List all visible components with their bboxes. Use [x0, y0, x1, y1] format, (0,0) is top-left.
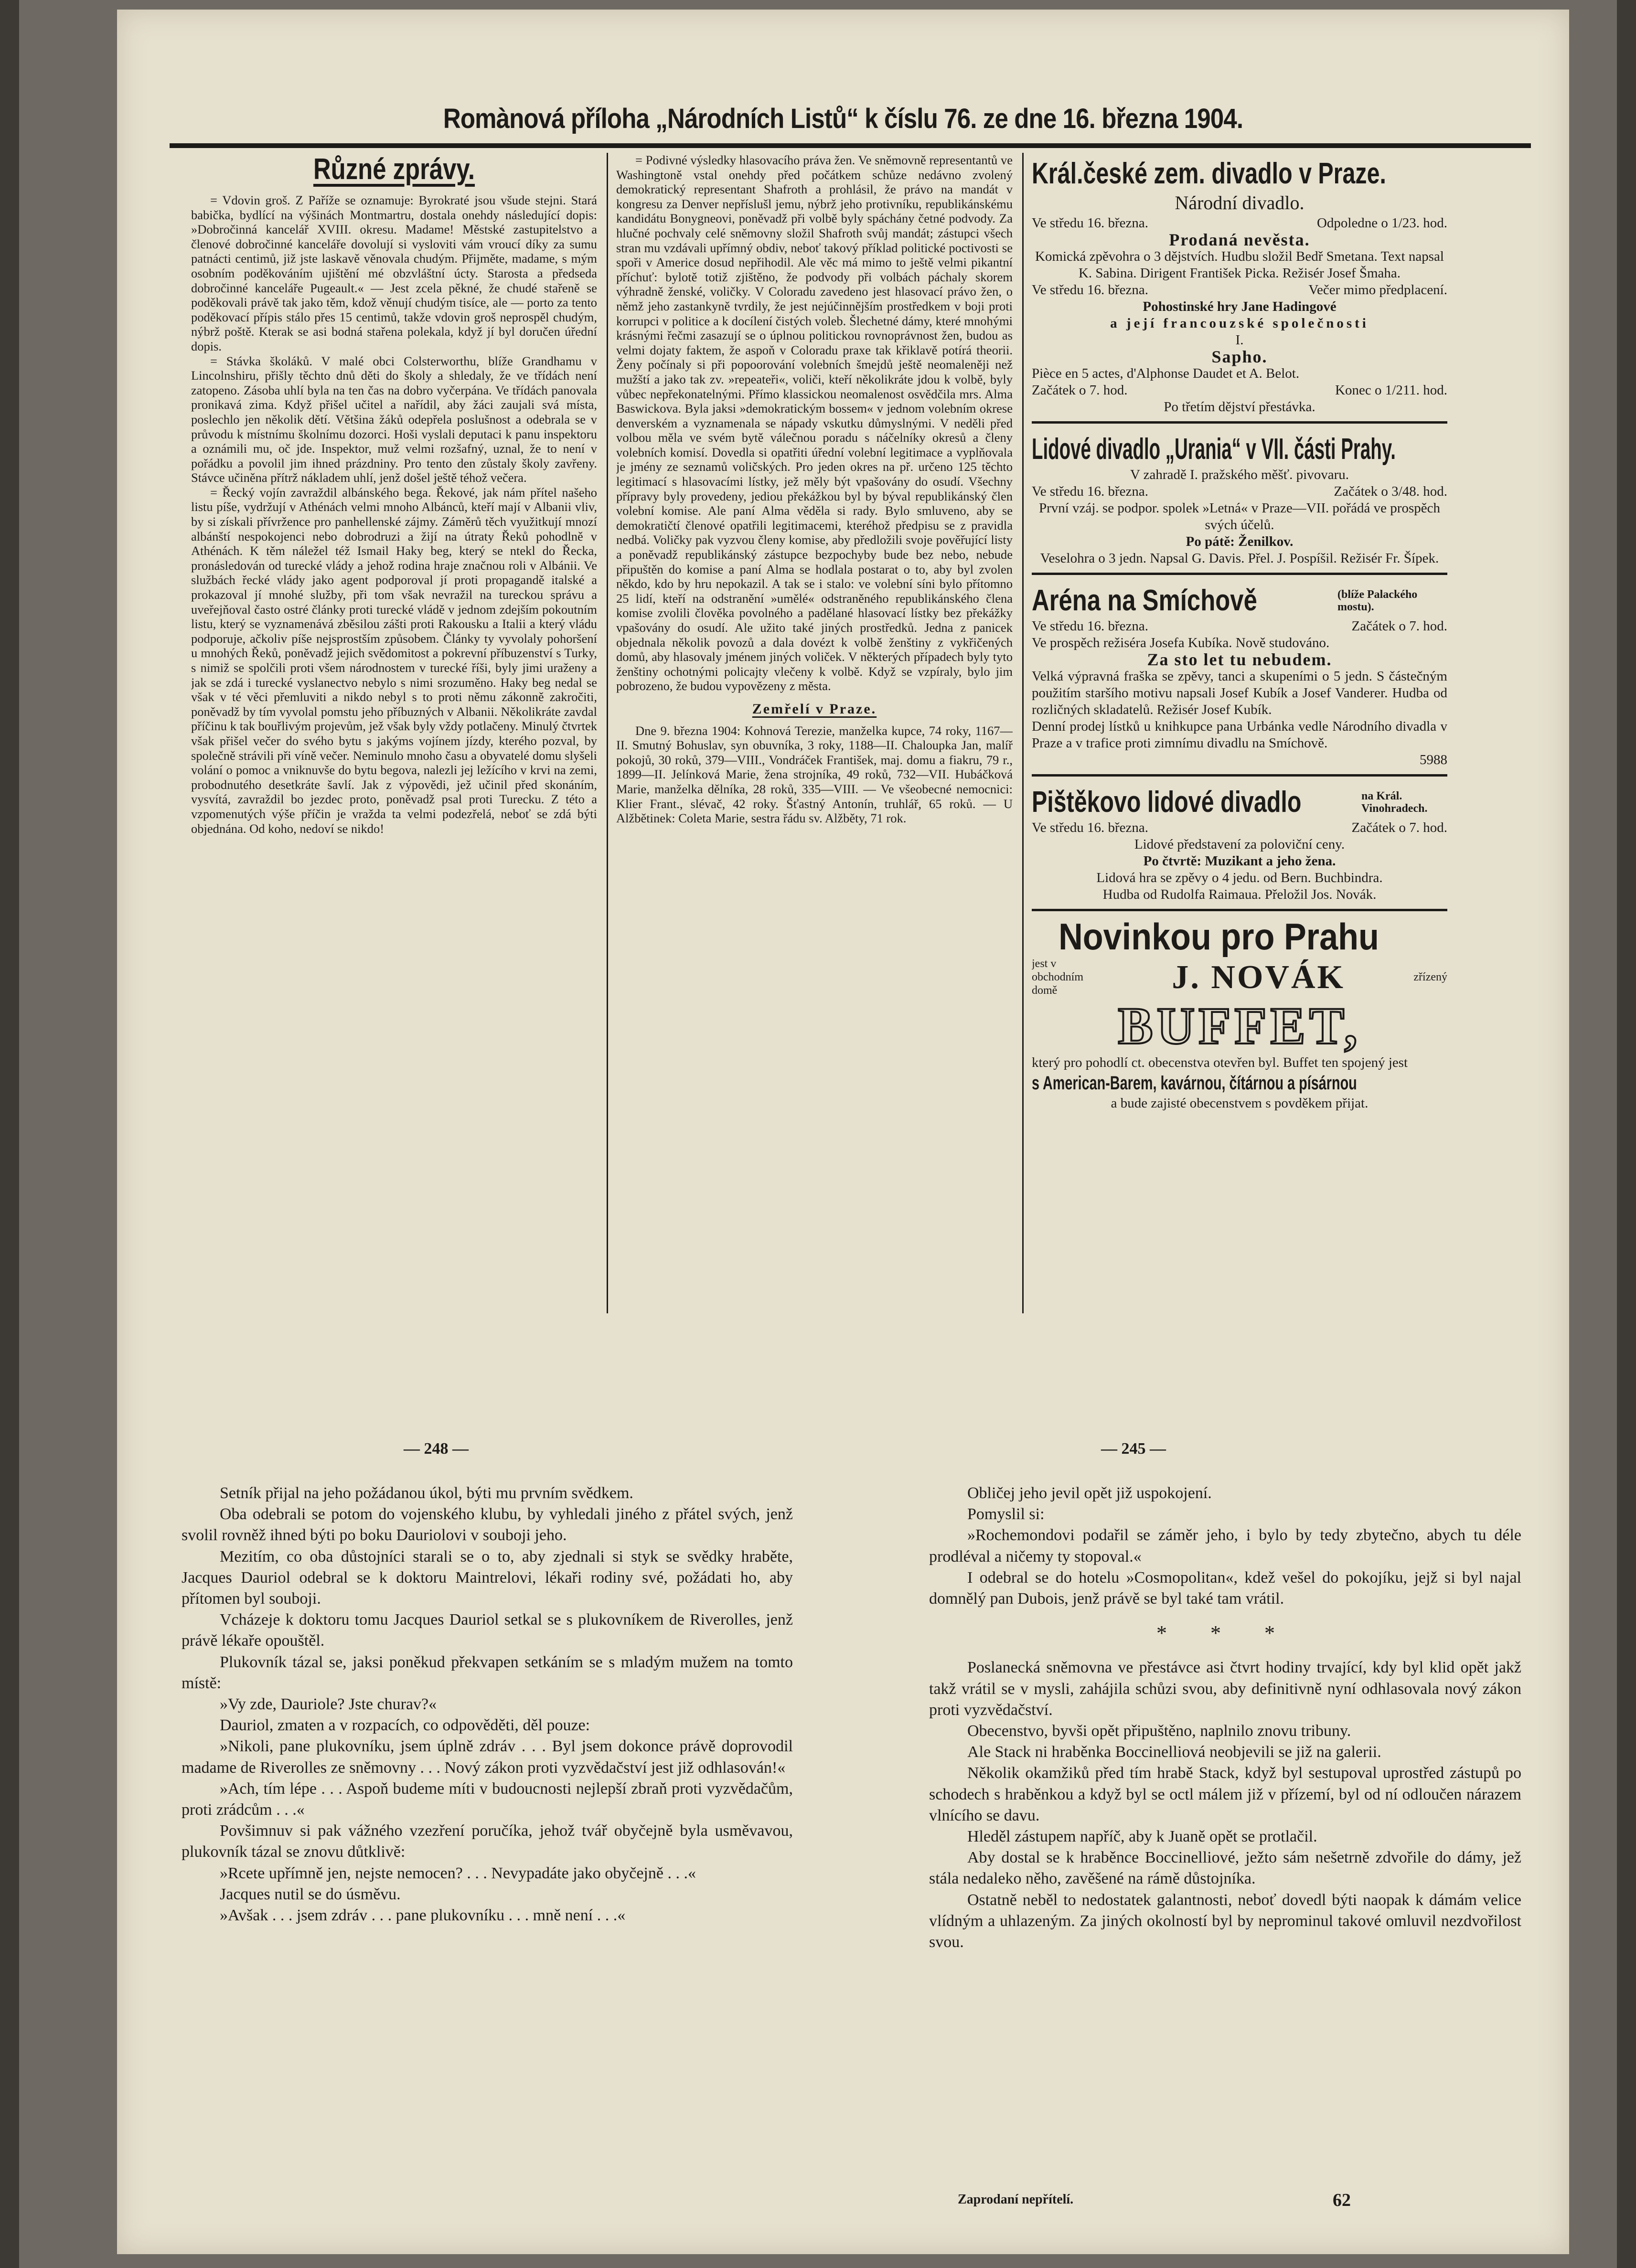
ad-time: Začátek o 3/48. hod.	[1334, 484, 1447, 499]
ad-day: Ve středu 16. března.	[1032, 282, 1148, 298]
ad-time: Začátek o 7. hod.	[1351, 820, 1447, 835]
story-paragraph: Aby dostal se k hraběnce Boccinelliové, ježto sám nešetrně zdvořile do dámy, jež stála nedaleko něho, zavěšené na rámě důstojníka.	[929, 1849, 1521, 1888]
ad-benefit: Ve prospěch režiséra Josefa Kubíka. Nově studováno.	[1032, 635, 1330, 650]
ad-start: Začátek o 7. hod.	[1032, 383, 1128, 398]
story-paragraph: Několik okamžiků před tím hrabě Stack, když byl sestupoval uprostřed zástupů po schodech s hraběnkou a když byl se octl málem již v přízemí, byl od ní odloučen nárazem vlnícího se davu.	[929, 1764, 1521, 1824]
scene-break-stars: * * *	[1156, 1621, 1294, 1645]
story-paragraph: Obličej jeho jevil opět již uspokojení.	[967, 1484, 1212, 1502]
story-paragraph: Vcházeje k doktoru tomu Jacques Dauriol setkal se s plukovníkem de Riverolles, jenž právě lékaře opouštěl.	[182, 1611, 793, 1650]
ad-line: který pro pohodlí ct. obecenstva otevřen byl. Buffet ten spojený jest	[1032, 1055, 1408, 1070]
ad-national-theatre	[1032, 153, 1447, 424]
ad-guest: Pohostinské hry Jane Hadingové	[1143, 299, 1337, 314]
column-divider-2	[1022, 153, 1024, 1313]
ad-music: Hudba od Rudolfa Raimaua. Přeložil Jos. Novák.	[1102, 887, 1377, 902]
ad-thursday: Po čtvrtě: Muzikant a jeho žena.	[1143, 853, 1336, 869]
ad-friday: Po pátě: Ženilkov.	[1186, 534, 1294, 549]
story-paragraph: Mezitím, co oba důstojníci starali se o to, aby zjednali si styk se svědky hraběte, Jacques Dauriol odebral se k doktoru Maintrelovi, lékaři rodiny své, požádati ho, aby přítomen byl souboji.	[182, 1547, 793, 1608]
ad-buffet: BUFFET,	[1118, 997, 1361, 1055]
ad-day: Ve středu 16. března.	[1032, 484, 1148, 499]
column-womens-suffrage	[616, 153, 1013, 1309]
ad-line: zřízený	[1413, 970, 1447, 983]
ad-title: Král.české zem. divadlo v Praze.	[1032, 157, 1386, 190]
serial-footer-title: Zaprodaní nepřítelí.	[958, 2192, 1074, 2207]
serial-left	[182, 1483, 793, 2175]
ad-note: Večer mimo předplacení.	[1308, 282, 1447, 298]
story-paragraph: »Rochemondovi podařil se záměr jeho, i bylo by tedy zbytečno, abych tu déle prodléval a ničemy ty stopoval.«	[929, 1526, 1521, 1565]
story-paragraph: Hleděl zástupem napříč, aby k Juaně opět se protlačil.	[967, 1828, 1317, 1846]
ad-number: 5988	[1420, 752, 1447, 767]
serial-footer-number: 62	[1333, 2190, 1351, 2210]
ad-line: jest v obchodním domě	[1032, 958, 1083, 997]
ad-merchant-name: J. NOVÁK	[1172, 958, 1345, 996]
story-paragraph: Plukovník tázal se, jaksi poněkud překvapen setkáním se s mladým mužem na tomto místě:	[182, 1653, 793, 1692]
ad-smichov-arena	[1032, 580, 1447, 777]
ad-cast: Veselohra o 3 jedn. Napsal G. Davis. Přel. J. Pospíšil. Režisér Fr. Šípek.	[1040, 551, 1439, 566]
header-rule	[170, 143, 1531, 148]
story-paragraph: Dauriol, zmaten a v rozpacích, co odpověděti, děl pouze:	[220, 1716, 590, 1735]
ad-title-note: na Král. Vinohradech.	[1361, 790, 1428, 815]
column-various-news	[191, 153, 597, 1309]
ad-pause: Po třetím dějství přestávka.	[1164, 399, 1315, 415]
ad-line: s American-Barem, kavárnou, čítárnou a písárnou	[1032, 1073, 1357, 1094]
ad-play: Lidová hra se zpěvy o 4 jedu. od Bern. Buchbindra.	[1096, 870, 1383, 885]
page-header: Romànová příloha „Národních Listů“ k číslu 76. ze dne 16. března 1904.	[443, 103, 1243, 134]
story-paragraph: »Rcete upřímně jen, nejste nemocen? . . . Nevypadáte jako obyčejně . . .«	[220, 1864, 696, 1882]
page-number-right: — 245 —	[1101, 1440, 1166, 1458]
column-theatre-ads	[1032, 153, 1447, 1309]
ad-play: Prodaná nevěsta.	[1169, 230, 1310, 249]
deaths-title: Zemřelí v Praze.	[752, 701, 877, 717]
ad-line: a bude zajisté obecenstvem s povděkem přijat.	[1111, 1096, 1369, 1111]
ad-subtitle: Národní divadlo.	[1175, 192, 1305, 213]
story-paragraph: Ale Stack ni hraběnka Boccinelliová neobjevili se již na galerii.	[967, 1743, 1381, 1761]
ad-description: Komická zpěvohra o 3 dějstvích. Hudbu složil Bedř Smetana. Text napsal K. Sabina. Dirigent František Picka. Režisér Josef Šmaha.	[1035, 249, 1444, 281]
binding-edge-right	[1617, 0, 1636, 2268]
ad-time: Odpoledne o 1/23. hod.	[1316, 215, 1447, 231]
story-paragraph: Pomyslil si:	[967, 1505, 1045, 1523]
ad-description: Lidové představení za poloviční ceny.	[1134, 837, 1345, 852]
story-paragraph: »Vy zde, Dauriole? Jste churav?«	[220, 1695, 437, 1714]
story-paragraph: »Nikoli, pane plukovníku, jsem úplně zdráv . . . Byl jsem dokonce právě doprovodil madame de Riverolles ze sněmovny . . . Nový zákon proti vyzvědačství jest již odhlasován!«	[182, 1737, 793, 1777]
story-paragraph: Obecenstvo, byvši opět připuštěno, naplnilo znovu tribuny.	[967, 1722, 1351, 1740]
deaths-list: Dne 9. března 1904: Kohnová Terezie, manželka kupce, 74 roky, 1167—II. Smutný Bohuslav, syn obuvníka, 3 roky, 1188—II. Chaloupka Jan, malíř pokojů, 30 roků, 379—VIII., Vondráček František, maj. domu a fiakru, 79 r., 1899—II. Jelínková Marie, žena strojníka, 49 roků, 732—VII. Hubáčková Marie, manželka dělníka, 28 roků, 335—VIII. — Ve všeobecné nemocnici: Klier Frant., slévač, 42 roky. Šťastný Antonín, truhlář, 65 roků. — U Alžbětinek: Coleta Marie, sestra řádu sv. Alžběty, 71 rok.	[616, 723, 1013, 826]
binding-edge-left	[0, 0, 19, 2268]
article-paragraph: = Stávka školáků. V malé obci Colsterworthu, blíže Grandhamu v Lincolnshiru, přišly těchto dnů děti do školy a shledaly, že ve třídách není zatopeno. Zásoba uhlí byla na ten čas na dobro vyčerpána. Ve třídách panovala pronikavá zima. Když přišel učitel a nařídil, aby žáci zaujali svá místa, poslechlo jen několik dětí. Většina žáků odepřela poslušnost a odebrala se v průvodu k místnímu školnímu dozorci. Hoši vyslali deputaci k panu inspektoru a oznámili mu, oč jde. Inspektor, muž velmi rozšafný, uznal, že to není v pořádku a povolil jim ihned prázdniny. Pro tento den zůstaly školy zavřeny. Stávce učiněna přítrž nákladem uhlí, jenž došel ještě téhož večera.	[191, 353, 597, 485]
story-paragraph: Poslanecká sněmovna ve přestávce asi čtvrt hodiny trvající, kdy byl klid opět jakž takž vrátil se v mysli, zahájila schůzi svou, aby definitivně nyní odhlasovala nový zákon proti vyzvědačství.	[929, 1659, 1521, 1719]
ad-ticket-sale: Denní prodej lístků u knihkupce pana Urbánka vedle Národního divadla v Praze a v trafice proti zimnímu divadlu na Smíchově.	[1032, 719, 1447, 751]
ad-urania-theatre	[1032, 428, 1447, 575]
ad-roman: I.	[1235, 332, 1244, 348]
ad-day: Ve středu 16. března.	[1032, 618, 1148, 634]
page-number-left: — 248 —	[404, 1440, 469, 1458]
ad-title: Lidové divadlo „Urania“ v VII. části Prahy.	[1032, 433, 1396, 466]
article-paragraph: = Řecký vojín zavraždil albánského bega. Řekové, jak nám přítel našeho listu píše, vydržují v Athénách velmi mnoho Albánců, kteří mají v Albanii vliv, by si získali přívržence pro panhellenské zájmy. Záměrů těch využitkují mnozí albánští nespokojenci nebo dobrodruzi a žijí na útraty Řeků pohodlně v Athénách. K těm náležel též Ismail Haky beg, který se ntekl do Řecka, pronásledován od turecké vlády a jehož rodina hraje značnou roli v Albánii. Ve službách řecké vlády jako agent podporoval jí proti propagandě italské a prokazoval jí mnohé služby, při tom však nevražil na tureckou správu a uveřejňoval často ostré články proti turecké vládě v jednom zdejším pokoutním listu, který se vyznamenává zběsilou zášti proti Rakousku a Italii a který vládu podporuje, ačkoliv píše nejsprostším způsobem. Články ty vyvolaly pohoršení u mnohých Řeků, poněvadž jejich svědomitost a pokrevní příbuzenství s Turky, s nimiž se spolčili proti všem národnostem v turecké říši, byly jimi uraženy a jak se zdá i turecké vyslanectvo nebylo s nimi srozuměno. Haky beg nedal se však v té věci přemluviti a nikdo nebyl s to proti němu zákonně zakročiti, poněvadž by tím vyvolal pomstu jeho příbuzných v Albanii. Několikráte zavdal příčinu k tak bouřlivým projevům, jež však byly vždy potlačeny. Minulý čtvrtek však přišel večer do svého bytu s jakýms vojínem jízdy, kterého pozval, by společně strávili při víně večer. Neminulo mnoho času a obyvatelé domu slyšeli volání o pomoc a vniknuvše do bytu begova, nalezli jej ležícího v krvi na zemi, probodnutého desetkráte šavlí. Jak z výpovědi, jež učinil před skonáním, vysvítá, zavraždil bo jezdec proto, poněvadž psal proti Turecku. Z této a vzpomenutých výše příčin je vražda ta velmi podezřelá, neboť se zdá býti objednána. Od koho, nedoví se nikdo!	[191, 485, 597, 836]
story-paragraph: Setník přijal na jeho požádanou úkol, býti mu prvním svědkem.	[220, 1484, 633, 1502]
newspaper-page	[117, 10, 1569, 2254]
ad-title: Aréna na Smíchově	[1032, 584, 1257, 617]
ad-play: Za sto let tu nebudem.	[1147, 650, 1332, 669]
article-paragraph: = Podivné výsledky hlasovacího práva žen. Ve sněmovně representantů ve Washingtoně vstal onehdy před počátkem schůze nedávno zvolený demokratický representant Shafroth a prohlásil, že právo na mandát v kongresu za Denver nepříslušl jemu, nýbrž jeho protivníku, republikánskému kandidátu Bonygneovi, poněvadž při volbě byly spáchány četné podvody. Za hlučné pochvaly celé sněmovny složil Shafroth svůj mandát; zástupci všech stran mu vzdávali upřímný obdiv, neboť takový příklad politické poctivosti se spoři v Americe dosud nepřihodil. Ale věc má mimo to ještě velmi pikantní příchuť: bylotě totiž zjištěno, že podvody při volbách páchaly skorem výhradně ženské, voličky. V Coloradu zavedeno jest hlasovací právo žen, o němž jeho zastankyně tvrdily, že jest nejúčinnějším prostředkem v boji proti korrupci v politice a k docílení čistých voleb. Šlechetné dámy, které mnohými krásnými řečmi zasazují se o úplnou politickou rovnoprávnost žen, budou as velmi dojaty faktem, že aspoň v Coloradu praxe tak křiklavě potírá theorii. Ženy počínaly si při popoorování volebních šmejdů ještě neomaleněji než mužští a jako tak zv. »repeateři«, voliči, kteří několikráte jdou k volbě, byly vůbec nepřekonatelnými. Přímo klassickou neomalenost osvědčila mrs. Alma Baswickova. Byla jaksi »demokratickým bossem« v jednom volebním okrese denverském a vyznamenala se nápady vskutku důmyslnými. V neděli před volbou měla ve svém bytě válečnou poradu s náčelníky okresů a členy volebních komisí. Dovedla si opatřiti úřední volební legitimace a vyplňovala je jmény ze seznamů voličských. Pro jeden okres na př. určeno 125 těchto legitimací s hlasovacími lístky, jež měly být vpašovány do osudí. Všechny přípravy byly provedeny, jediou překážkou byl by býval republikánský člen volební komise. Ale paní Alma věděla si rady. Bylo smluveno, aby se demokratičtí členové opatřili legitimacemi, kteréhož předpisu se z pravidla nedbá. Voličky pak vyzvou členy komise, aby předložili svoje pověřující listy a poněvadž republikánský zástupce bezpochyby bude bez nebo, nebude připuštěn do komise a paní Alma se hodlala postarat o to, aby byl zvolen někdo, kdo by hru nepokazil. A tak se i stalo: ve volební síni bylo přítomno 25 lidí, kteří na odstranění »umělé« odstraněného republikánského člena komise zvolili člověka povolného a padělané hlasovací lístky bez překážky vpašovány do osudí. Ale užito také jiných prostředků. Jedna z panicek objednala několik povozů a dala dovézt k volbě ženštiny z vykřičených domů, aby hlasovaly jménem jiných voliček. V některých případech byly tyto ženštiny ochotnými policajty vlečeny k volbě. Když se vzpíraly, bylo jim pobrozeno, že budou vypovězeny z města.	[616, 153, 1013, 693]
ad-day: Ve středu 16. března.	[1032, 820, 1148, 835]
ad-day: Ve středu 16. března.	[1032, 215, 1148, 231]
story-paragraph: Ostatně neběl to nedostatek galantnosti, neboť dovedl býti naopak k dámám velice vlídným a uhlazeným. Za jiných okolností byl by neprominul takové omluvil nezdvořilost svou.	[929, 1891, 1521, 1951]
column-divider-1	[607, 153, 608, 1313]
section-title: Různé zprávy.	[313, 153, 475, 186]
article-paragraph: = Vdovin groš. Z Paříže se oznamuje: Byrokraté jsou všude stejni. Stará babička, bydlící na výšinách Montmartru, dostala onehdy následující dopis: »Dobročinná kancelář XVIII. okresu. Madame! Městské zastupitelstvo a členové dobročinné kanceláře dovolují si vysloviti vám vroucí díky za sumu patnácti centimů, již jste laskavě věnovala chudým. Přijměte, madame, s mým osobním poděkováním ujištění mé obzvláštní úcty. Starosta a předseda dobročinné kanceláře Pugeault.« — Jest zcela pěkné, že chudé stařeně se poděkovali právě tak jako těm, kdož věnují chudým tisíce, ale — porto za tento poděkovací přípis stálo přes 15 centimů, takže vdovin groš neprospěl chudým, nýbrž poště. Kterak se asi bodná stařena polekala, když jí byl doručen úřední dopis.	[191, 193, 597, 353]
serial-right	[929, 1483, 1521, 2175]
ad-description: Velká výpravná fraška se zpěvy, tanci a skupeními o 5 jedn. S částečným použitím staršího motivu napsali Josef Kubík a Josef Vanderer. Hudba od rozličných skladatelů. Režisér Josef Kubík.	[1032, 669, 1447, 717]
ad-company: a její francouzské společnosti	[1110, 316, 1369, 331]
ad-novak-buffet	[1032, 916, 1447, 1112]
story-paragraph: Jacques nutil se do úsměvu.	[220, 1885, 401, 1903]
ad-time: Začátek o 7. hod.	[1351, 618, 1447, 634]
ad-place: V zahradě I. pražského měšť. pivovaru.	[1130, 467, 1349, 482]
ad-pistek-theatre	[1032, 781, 1447, 911]
story-paragraph: I odebral se do hotelu »Cosmopolitan«, kdež vešel do pokojíku, jejž si byl najal domnělý pan Dubois, jenž právě se byl také tam vrátil.	[929, 1568, 1521, 1608]
ad-description: Pièce en 5 actes, d'Alphonse Daudet et A. Belot.	[1032, 366, 1300, 381]
story-paragraph: Povšimnuv si pak vážného vzezření poručíka, jehož tvář obyčejně byla usměvavou, plukovník tázal se znovu důtklivě:	[182, 1822, 793, 1861]
story-paragraph: »Ach, tím lépe . . . Aspoň budeme míti v budoucnosti nejlepší zbraň proti vyzvědačům, proti zrádcům . . .«	[182, 1779, 793, 1819]
ad-end: Konec o 1/211. hod.	[1335, 383, 1447, 398]
ad-description: První vzáj. se podpor. spolek »Letná« v Praze—VII. pořádá ve prospěch svých účelů.	[1039, 500, 1440, 532]
story-paragraph: Oba odebrali se potom do vojenského klubu, by vyhledali jiného z přátel svých, jenž svolil rovněž ihned býti po boku Dauriolovi v souboji jeho.	[182, 1505, 793, 1544]
ad-title: Novinkou pro Prahu	[1059, 916, 1379, 958]
ad-title-note: (blíže Palackého mostu).	[1337, 588, 1418, 613]
story-paragraph: »Avšak . . . jsem zdráv . . . pane plukovníku . . . mně není . . .«	[220, 1906, 626, 1925]
ad-play: Sapho.	[1211, 347, 1268, 366]
ad-title: Pištěkovo lidové divadlo	[1032, 786, 1302, 819]
